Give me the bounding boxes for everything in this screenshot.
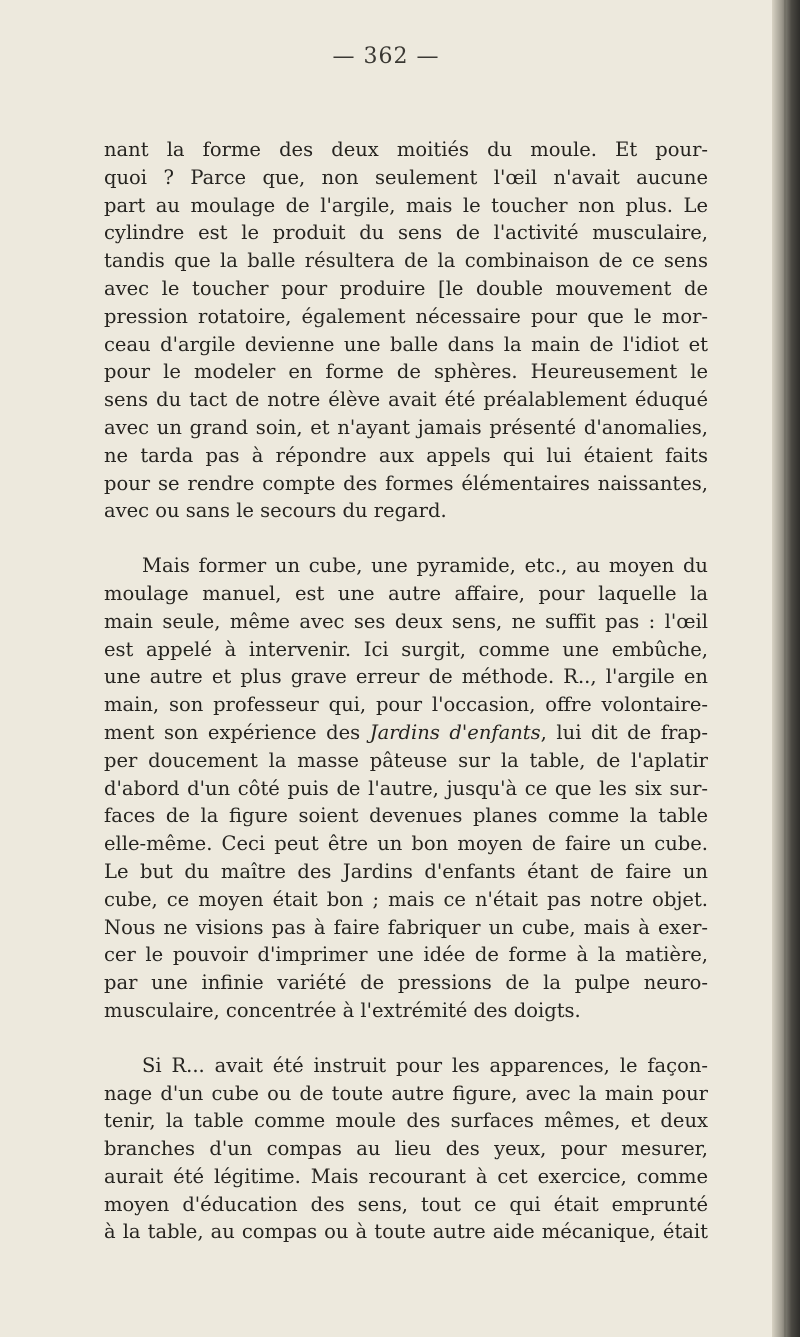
page-edge-line xyxy=(784,0,786,1337)
text-line: tandis que la balle résultera de la combinaison de ce sens xyxy=(104,249,708,273)
text-line: nant la forme des deux moitiés du moule. Et pour- xyxy=(104,138,708,161)
text-line: pour se rendre compte des formes élémentaires naissantes, xyxy=(104,471,708,495)
text-line: Nous ne visions pas à faire fabriquer un cube, mais à exer- xyxy=(104,915,708,939)
text-line: main, son professeur qui, pour l'occasion, offre volontaire- xyxy=(104,693,708,717)
text-line: cer le pouvoir d'imprimer une idée de forme à la matière, xyxy=(104,943,708,967)
italic-title: Jardins d'enfants xyxy=(369,720,541,744)
text-line: musculaire, concentrée à l'extrémité des doigts. xyxy=(104,998,581,1022)
text-line: moulage manuel, est une autre affaire, pour laquelle la xyxy=(104,581,708,605)
book-page-edge xyxy=(772,0,800,1337)
text-line: avec le toucher pour produire [le double mouvement de xyxy=(104,276,708,300)
text-line: pour le modeler en forme de sphères. Heureusement le xyxy=(104,360,708,384)
text-line: elle-même. Ceci peut être un bon moyen de faire un cube. xyxy=(104,832,708,856)
text-line: sens du tact de notre élève avait été préalablement éduqué xyxy=(104,388,708,412)
text-line: cube, ce moyen était bon ; mais ce n'était pas notre objet. xyxy=(104,887,708,911)
page-number: — 362 — xyxy=(332,44,440,69)
text-line: d'abord d'un côté puis de l'autre, jusqu'à ce que les six sur- xyxy=(104,776,708,800)
text-line: part au moulage de l'argile, mais le toucher non plus. Le xyxy=(104,193,708,217)
text-line: quoi ? Parce que, non seulement l'œil n'avait aucune xyxy=(104,165,708,189)
text-line: avec un grand soin, et n'ayant jamais présenté d'anomalies, xyxy=(104,415,708,439)
text-line-with-italic xyxy=(104,719,708,747)
text-line: branches d'un compas au lieu des yeux, pour mesurer, xyxy=(104,1137,708,1161)
text-line: ne tarda pas à répondre aux appels qui lui étaient faits xyxy=(104,443,708,467)
text-line: per doucement la masse pâteuse sur la table, de l'aplatir xyxy=(104,748,708,772)
text-line: faces de la figure soient devenues planes comme la table xyxy=(104,804,708,828)
text-line: Le but du maître des Jardins d'enfants étant de faire un xyxy=(104,859,708,883)
text-line: avec ou sans le secours du regard. xyxy=(104,499,447,523)
text-line: nage d'un cube ou de toute autre figure, avec la main pour xyxy=(104,1081,708,1105)
text-line: cylindre est le produit du sens de l'activité musculaire, xyxy=(104,221,708,245)
text-line: une autre et plus grave erreur de méthode. R.., l'argile en xyxy=(104,665,708,689)
text-line: moyen d'éducation des sens, tout ce qui était emprunté xyxy=(104,1192,708,1216)
paragraph-1 xyxy=(104,136,708,525)
text-line: main seule, même avec ses deux sens, ne suffit pas : l'œil xyxy=(104,609,708,633)
text-line: pression rotatoire, également nécessaire pour que le mor- xyxy=(104,304,708,328)
text-line: par une infinie variété de pressions de la pulpe neuro- xyxy=(104,971,708,995)
text-line: aurait été légitime. Mais recourant à cet exercice, comme xyxy=(104,1164,708,1188)
text-line: Si R... avait été instruit pour les apparences, le façon- xyxy=(142,1053,708,1077)
text-segment: , lui dit de frap- xyxy=(540,720,709,744)
text-segment: ment son expérience des xyxy=(104,720,361,744)
text-line: ceau d'argile devienne une balle dans la main de l'idiot et xyxy=(104,332,708,356)
paragraph-2 xyxy=(104,552,708,1025)
text-line: à la table, au compas ou à toute autre aide mécanique, était xyxy=(104,1220,708,1244)
text-line: est appelé à intervenir. Ici surgit, comme une embûche, xyxy=(104,637,708,661)
text-line: Mais former un cube, une pyramide, etc., au moyen du xyxy=(142,554,708,578)
paragraph-3 xyxy=(104,1052,708,1247)
body-text xyxy=(104,136,708,1246)
text-line: tenir, la table comme moule des surfaces mêmes, et deux xyxy=(104,1109,708,1133)
